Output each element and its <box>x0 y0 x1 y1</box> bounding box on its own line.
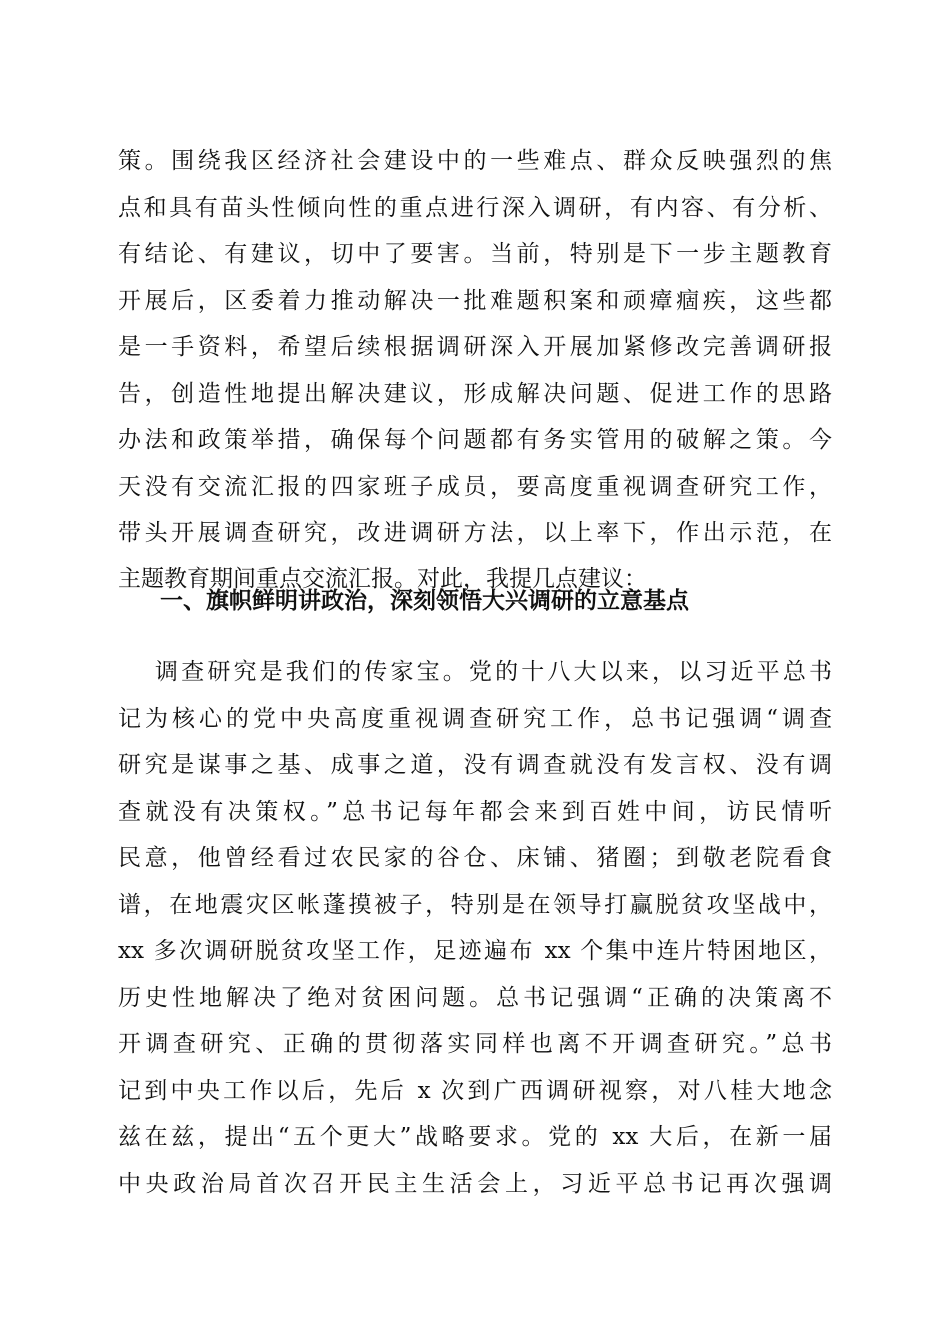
paragraph-line: 开调查研究、正确的贯彻落实同样也离不开调查研究。”总书 <box>118 1031 832 1057</box>
paragraph-line: 开展后，区委着力推动解决一批难题积案和顽瘴痼疾，这些都 <box>118 288 832 314</box>
paragraph-line: 记到中央工作以后，先后 x 次到广西调研视察，对八桂大地念 <box>118 1078 832 1104</box>
paragraph-line: 带头开展调查研究，改进调研方法，以上率下，作出示范，在 <box>118 520 832 546</box>
paragraph-line: 历史性地解决了绝对贫困问题。总书记强调“正确的决策离不 <box>118 985 832 1011</box>
paragraph-line: 中央政治局首次召开民主生活会上，习近平总书记再次强调 <box>118 1171 832 1197</box>
paragraph-line: 策。围绕我区经济社会建设中的一些难点、群众反映强烈的焦 <box>118 148 832 174</box>
paragraph-line: xx 多次调研脱贫攻坚工作，足迹遍布 xx 个集中连片特困地区， <box>118 938 832 964</box>
paragraph-line: 民意，他曾经看过农民家的谷仓、床铺、猪圈；到敬老院看食 <box>118 845 832 871</box>
paragraph-line: 是一手资料，希望后续根据调研深入开展加紧修改完善调研报 <box>118 334 832 360</box>
section-heading: 一、旗帜鲜明讲政治，深刻领悟大兴调研的立意基点 <box>160 588 689 614</box>
paragraph-line: 办法和政策举措，确保每个问题都有务实管用的破解之策。今 <box>118 427 832 453</box>
paragraph-line: 有结论、有建议，切中了要害。当前，特别是下一步主题教育 <box>118 241 832 267</box>
paragraph-line: 点和具有苗头性倾向性的重点进行深入调研，有内容、有分析、 <box>118 195 832 221</box>
paragraph-line: 主题教育期间重点交流汇报。对此，我提几点建议： <box>118 566 647 592</box>
paragraph-line: 告，创造性地提出解决建议，形成解决问题、促进工作的思路 <box>118 381 832 407</box>
paragraph-line: 记为核心的党中央高度重视调查研究工作，总书记强调“调查 <box>118 706 832 732</box>
paragraph-line: 天没有交流汇报的四家班子成员，要高度重视调查研究工作， <box>118 474 832 500</box>
paragraph-line: 调查研究是我们的传家宝。党的十八大以来，以习近平总书 <box>155 659 832 685</box>
paragraph-line: 兹在兹，提出“五个更大”战略要求。党的 xx 大后，在新一届 <box>118 1124 832 1150</box>
paragraph-line: 查就没有决策权。”总书记每年都会来到百姓中间，访民情听 <box>118 799 832 825</box>
paragraph-line: 研究是谋事之基、成事之道，没有调查就没有发言权、没有调 <box>118 752 832 778</box>
paragraph-line: 谱，在地震灾区帐蓬摸被子，特别是在领导打赢脱贫攻坚战中， <box>118 892 832 918</box>
